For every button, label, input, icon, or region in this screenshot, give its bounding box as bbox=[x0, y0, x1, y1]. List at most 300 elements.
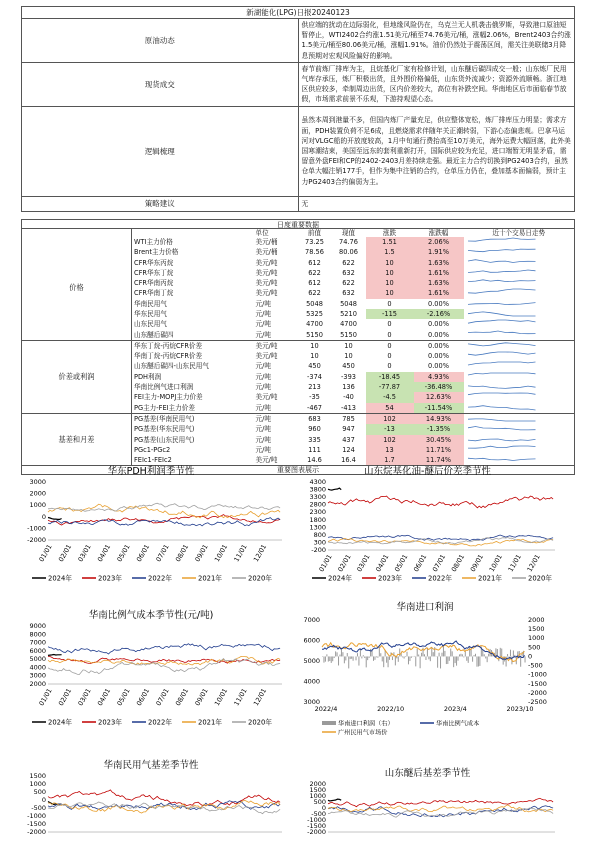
sparkline bbox=[464, 361, 575, 371]
y-tick-label-right: 500 bbox=[528, 643, 541, 652]
indicator-pct: 0.00% bbox=[428, 320, 449, 329]
indicator-row bbox=[22, 237, 575, 247]
x-tick-label: 04/01 bbox=[95, 687, 113, 708]
y-tick-label: 3000 bbox=[29, 671, 46, 680]
indicator-pct: 1.91% bbox=[414, 247, 464, 257]
profit-bar bbox=[404, 656, 405, 658]
header-unit: 单位 bbox=[255, 228, 269, 237]
sparkline-line bbox=[468, 289, 536, 293]
indicator-group-label: 基差和月差 bbox=[22, 413, 132, 465]
indicator-cur: 5150 bbox=[332, 330, 366, 341]
indicator-unit: 美元/吨 bbox=[254, 455, 298, 466]
sparkline bbox=[464, 340, 575, 351]
profit-bar bbox=[389, 656, 390, 659]
indicator-prev: 111 bbox=[308, 445, 321, 454]
sparkline bbox=[464, 372, 575, 382]
indicator-pct: 30.45% bbox=[414, 435, 464, 445]
indicator-prev: 612 bbox=[308, 258, 321, 267]
profit-bar bbox=[323, 656, 324, 662]
indicator-cur: 5210 bbox=[340, 310, 357, 318]
y-tick-label-right: -500 bbox=[528, 661, 543, 670]
indicator-unit: 元/吨 bbox=[254, 403, 298, 414]
chart-title: 山东烷基化油-醚后价差季节性 bbox=[364, 466, 491, 477]
indicator-unit: 美元/吨 bbox=[255, 341, 278, 350]
x-tick-label: 06/01 bbox=[412, 553, 429, 574]
y-tick-label: -1000 bbox=[307, 816, 326, 824]
y-tick-label: 500 bbox=[313, 798, 326, 806]
profit-bar bbox=[334, 656, 335, 658]
indicator-name: PG基差(山东民用气) bbox=[134, 435, 195, 444]
x-tick-label: 04/01 bbox=[95, 543, 113, 564]
legend-label: 2020年 bbox=[248, 574, 273, 583]
indicator-pct: 12.63% bbox=[414, 392, 464, 402]
legend-label: 2023年 bbox=[378, 574, 403, 583]
series-line-2021年 bbox=[48, 656, 280, 665]
y-tick-label: -500 bbox=[31, 804, 46, 812]
series-line-2021年 bbox=[328, 805, 553, 812]
y-tick-label-left: 7000 bbox=[303, 616, 320, 624]
indicator-chg: 10 bbox=[366, 268, 414, 278]
chart-title: 华南比例气成本季节性(元/吨) bbox=[88, 610, 214, 621]
x-tick-label: 11/01 bbox=[232, 687, 249, 708]
profit-bar bbox=[353, 656, 354, 660]
indicator-pct: 2.06% bbox=[414, 237, 464, 247]
sparkline-line bbox=[468, 238, 536, 241]
indicator-name: 山东民用气 bbox=[134, 320, 167, 329]
x-tick-label: 10/01 bbox=[212, 687, 230, 708]
x-tick-label: 2022/10 bbox=[377, 705, 405, 713]
indicator-unit: 美元/吨 bbox=[255, 268, 278, 277]
x-tick-label: 08/01 bbox=[173, 687, 191, 708]
y-tick-label: -2000 bbox=[307, 828, 326, 836]
x-tick-label: 11/01 bbox=[232, 543, 249, 564]
commentary-table bbox=[21, 6, 575, 212]
profit-bar bbox=[367, 656, 368, 660]
indicator-prev: 78.56 bbox=[305, 248, 324, 257]
section-label-strategy: 策略建议 bbox=[22, 196, 299, 211]
x-tick-label: 2023/10 bbox=[506, 705, 534, 713]
indicator-name: CFR华南丁烷 bbox=[134, 289, 174, 298]
indicator-pct: 1.63% bbox=[414, 278, 464, 288]
y-tick-label-left: 5000 bbox=[303, 657, 320, 665]
indicator-unit: 美元/桶 bbox=[255, 248, 278, 257]
profit-bar bbox=[382, 656, 383, 661]
indicator-pct: 1.63% bbox=[414, 258, 464, 268]
indicator-chg: 54 bbox=[366, 403, 414, 414]
indicator-name: PDH利润 bbox=[134, 372, 162, 381]
indicator-cur: 622 bbox=[342, 279, 355, 288]
profit-bar bbox=[332, 656, 333, 661]
chart-5 bbox=[307, 767, 555, 836]
profit-bar bbox=[386, 656, 387, 662]
profit-bar bbox=[485, 656, 486, 658]
sparkline-line bbox=[468, 419, 536, 421]
y-tick-label: 2300 bbox=[309, 508, 326, 517]
series-line-2022年 bbox=[48, 644, 280, 654]
indicator-chg: 0 bbox=[387, 362, 392, 371]
y-tick-label: -200 bbox=[311, 546, 326, 554]
sparkline bbox=[464, 319, 575, 329]
profit-bar bbox=[379, 647, 380, 656]
profit-bar bbox=[474, 655, 475, 656]
sparkline-line bbox=[468, 331, 536, 334]
y-tick-label: 3000 bbox=[29, 478, 46, 486]
y-tick-label-right: 1500 bbox=[528, 625, 545, 634]
legend-label: 2021年 bbox=[478, 574, 503, 583]
legend-swatch bbox=[322, 721, 336, 725]
profit-bar bbox=[411, 656, 412, 657]
indicator-cur: 16.4 bbox=[332, 455, 366, 466]
profit-bar bbox=[452, 651, 453, 656]
profit-bar bbox=[482, 650, 483, 656]
profit-bar bbox=[409, 656, 410, 661]
indicator-pct: 11.71% bbox=[414, 445, 464, 455]
profit-bar bbox=[520, 656, 521, 666]
profit-bar bbox=[374, 656, 375, 659]
sparkline-line bbox=[468, 373, 536, 375]
legend-label: 2024年 bbox=[48, 574, 73, 583]
indicator-chg: 1.7 bbox=[366, 455, 414, 466]
y-tick-label: 1300 bbox=[309, 523, 326, 532]
profit-bar bbox=[444, 651, 445, 657]
indicator-name: FEI主力-MOPJ主力价差 bbox=[134, 393, 203, 402]
sparkline bbox=[464, 403, 575, 414]
profit-bar bbox=[468, 656, 469, 662]
indicator-cur: 74.76 bbox=[339, 237, 358, 246]
indicator-prev: 213 bbox=[308, 383, 321, 392]
y-tick-label: 7000 bbox=[29, 638, 46, 647]
indicator-chg: -18.45 bbox=[366, 372, 414, 382]
profit-bar bbox=[351, 656, 352, 658]
chart-4 bbox=[27, 759, 282, 836]
profit-bar bbox=[392, 656, 393, 660]
profit-bar bbox=[364, 656, 365, 658]
indicator-pct: 14.93% bbox=[414, 413, 464, 424]
sparkline bbox=[464, 288, 575, 298]
x-tick-label: 05/01 bbox=[115, 543, 132, 564]
section-text-strategy: 无 bbox=[298, 196, 575, 211]
profit-bar bbox=[415, 656, 416, 666]
legend-label: 2024年 bbox=[328, 574, 353, 583]
y-tick-label: 1500 bbox=[29, 772, 46, 780]
profit-bar bbox=[437, 656, 438, 667]
section-label-crude: 原油动态 bbox=[22, 19, 299, 63]
series-line-2022年 bbox=[48, 801, 280, 810]
profit-bar bbox=[449, 656, 450, 660]
chart-title: 华南进口利润 bbox=[396, 602, 454, 613]
x-tick-label: 07/01 bbox=[154, 543, 171, 564]
section-text-crude: 供应端的扰动在边际弱化，但地缘风险仍在，乌克兰无人机袭击俄罗斯，导致港口原油短暂停止，WTI2402合约涨1.51美元/桶至74.76美元/桶，涨幅2.06%，Brent2403合约涨1.5美元/桶至80.06美元/桶，涨幅1.91%。油价仍然处于震荡区间，需关注美联储3月降息预期对宏观风险偏好的影响。 bbox=[298, 19, 575, 63]
y-tick-label: 1000 bbox=[309, 792, 326, 800]
y-tick-label: 2000 bbox=[309, 780, 326, 788]
indicator-name: PG基差(华东民用气) bbox=[134, 425, 195, 434]
profit-bar bbox=[358, 656, 359, 665]
profit-bar bbox=[417, 649, 418, 657]
indicator-cur: -393 bbox=[341, 372, 356, 381]
x-tick-label: 06/01 bbox=[134, 543, 152, 564]
profit-bar bbox=[407, 652, 408, 657]
sparkline-line bbox=[468, 393, 536, 395]
legend-label: 2023年 bbox=[98, 718, 123, 727]
y-tick-label: 2800 bbox=[309, 500, 326, 509]
profit-bar bbox=[469, 647, 470, 657]
legend-label: 2020年 bbox=[528, 574, 553, 583]
profit-bar bbox=[425, 656, 426, 660]
sparkline-line bbox=[468, 362, 536, 365]
x-tick-label: 07/01 bbox=[154, 687, 171, 708]
indicator-prev: 450 bbox=[308, 362, 321, 371]
profit-bar bbox=[328, 656, 329, 661]
legend-label: 2022年 bbox=[148, 718, 173, 727]
chart-title: 华南民用气基差季节性 bbox=[103, 760, 199, 771]
profit-bar bbox=[329, 656, 330, 661]
indicator-name: 华南民用气 bbox=[134, 299, 167, 308]
y-tick-label: 6000 bbox=[29, 646, 46, 655]
profit-bar bbox=[344, 656, 345, 663]
x-tick-label: 06/01 bbox=[134, 687, 152, 708]
profit-bar bbox=[430, 656, 431, 661]
indicator-pct: 0.00% bbox=[428, 362, 449, 371]
indicator-row bbox=[22, 340, 575, 351]
header-chg: 涨跌 bbox=[382, 228, 397, 237]
section-text-spot: 春节前炼厂排库为主，且烷基化厂家有检修计划，山东醚后碳四成交一般；山东炼厂民用气库存承压，炼厂积极出货，且外围价格偏低，山东货外流减少；资源外流顺畅。浙江地区供应较多，牵制周边出货，区内价差较大，高位有补跌空间。华南地区后市面临春节放假，市场需求前景不乐观，下游持观望心态。 bbox=[298, 62, 575, 106]
sparkline-line bbox=[468, 280, 536, 282]
profit-bar bbox=[363, 655, 364, 656]
y-tick-label-right: -1500 bbox=[528, 679, 547, 688]
profit-bar bbox=[325, 656, 326, 661]
y-tick-label: -2000 bbox=[27, 536, 46, 544]
profit-bar bbox=[507, 654, 508, 656]
x-tick-label: 09/01 bbox=[193, 687, 210, 708]
indicator-chg: 1.51 bbox=[366, 237, 414, 247]
y-tick-label: 4000 bbox=[29, 663, 46, 672]
sparkline-line bbox=[468, 320, 536, 323]
profit-bar bbox=[408, 656, 409, 664]
indicator-prev: 335 bbox=[308, 435, 321, 444]
indicator-cur: 124 bbox=[342, 445, 355, 454]
sparkline bbox=[464, 330, 575, 341]
indicator-chg: 10 bbox=[366, 278, 414, 288]
sparkline-line bbox=[468, 352, 536, 355]
indicator-chg: 0 bbox=[387, 352, 392, 361]
x-tick-label: 04/01 bbox=[374, 553, 391, 574]
sparkline bbox=[464, 309, 575, 319]
profit-bar bbox=[398, 656, 399, 661]
profit-bar bbox=[456, 656, 457, 665]
sparkline-line bbox=[468, 302, 536, 304]
header-pct: 涨跌幅 bbox=[428, 228, 449, 237]
indicator-unit: 美元/吨 bbox=[255, 393, 278, 402]
x-tick-label: 11/01 bbox=[506, 553, 523, 574]
sparkline bbox=[464, 299, 575, 309]
series-line-2024年 bbox=[48, 518, 62, 520]
indicator-cur: 10 bbox=[344, 341, 353, 350]
x-tick-label: 08/01 bbox=[449, 553, 467, 574]
profit-bar bbox=[495, 648, 496, 656]
profit-bar bbox=[418, 655, 419, 657]
sparkline-line bbox=[468, 427, 536, 430]
profit-bar bbox=[501, 649, 502, 657]
y-tick-label: -2000 bbox=[27, 828, 46, 836]
profit-bar bbox=[350, 656, 351, 659]
sparkline bbox=[464, 392, 575, 402]
indicator-chg: 10 bbox=[366, 288, 414, 298]
y-tick-label: 500 bbox=[33, 788, 46, 796]
y-tick-label-right: 1000 bbox=[528, 634, 545, 643]
indicator-prev: 73.25 bbox=[305, 237, 324, 246]
x-tick-label: 03/01 bbox=[76, 687, 93, 708]
report-title: 新湖能化(LPG)日报20240123 bbox=[22, 7, 575, 19]
profit-bar bbox=[487, 656, 488, 662]
indicator-header-row bbox=[22, 229, 575, 237]
indicator-cur: 450 bbox=[342, 362, 355, 371]
profit-bar bbox=[348, 656, 349, 668]
indicator-prev: -467 bbox=[298, 403, 332, 414]
y-tick-label: 0 bbox=[41, 512, 46, 521]
profit-bar bbox=[478, 656, 479, 666]
indicator-prev: 4700 bbox=[306, 320, 323, 329]
profit-bar bbox=[466, 656, 467, 660]
sparkline-line bbox=[468, 446, 536, 448]
chart-1 bbox=[309, 465, 555, 583]
indicator-prev: 10 bbox=[310, 341, 319, 350]
profit-bar bbox=[447, 656, 448, 664]
daily-data-title: 日度重要数据 bbox=[21, 219, 575, 229]
legend-label: 广州民用气市场价 bbox=[338, 729, 388, 737]
sparkline-line bbox=[468, 312, 536, 316]
profit-bar bbox=[479, 656, 480, 665]
y-tick-label-left: 4000 bbox=[303, 677, 320, 686]
indicator-pct: 1.61% bbox=[414, 268, 464, 278]
indicator-unit: 美元/桶 bbox=[255, 237, 278, 246]
sparkline bbox=[464, 351, 575, 361]
legend-label: 2024年 bbox=[48, 718, 73, 727]
legend-label: 2021年 bbox=[198, 574, 223, 583]
x-tick-label: 02/01 bbox=[336, 553, 353, 574]
indicator-name: 华东民用气 bbox=[134, 310, 167, 318]
y-tick-label: 0 bbox=[321, 804, 326, 812]
legend-label: 华南比例气成本 bbox=[436, 720, 480, 728]
y-tick-label-right: -2500 bbox=[528, 698, 547, 706]
indicator-unit: 元/吨 bbox=[255, 425, 271, 434]
x-tick-label: 05/01 bbox=[393, 553, 410, 574]
x-tick-label: 12/01 bbox=[251, 687, 269, 708]
profit-bar bbox=[421, 653, 422, 657]
profit-bar bbox=[462, 654, 463, 656]
indicator-name: 山东醚后碳四-山东民用气 bbox=[134, 362, 209, 371]
indicator-cur: 437 bbox=[342, 435, 355, 444]
profit-bar bbox=[402, 656, 403, 657]
indicator-prev: 10 bbox=[310, 352, 319, 361]
indicator-chg: -13 bbox=[366, 424, 414, 434]
header-trend: 近十个交易日走势 bbox=[492, 228, 546, 237]
sparkline-line bbox=[468, 343, 536, 346]
indicator-pct: -2.16% bbox=[414, 309, 464, 319]
indicator-pct: 4.93% bbox=[414, 372, 464, 382]
chart-title: 华东PDH利润季节性 bbox=[107, 466, 195, 477]
profit-bar bbox=[446, 656, 447, 664]
header-name bbox=[132, 229, 254, 237]
indicator-prev: 14.6 bbox=[298, 455, 332, 466]
indicator-name: PG主力-FEI主力价差 bbox=[132, 403, 254, 414]
x-tick-label: 03/01 bbox=[76, 543, 93, 564]
sparkline bbox=[464, 424, 575, 434]
indicator-chg: -4.5 bbox=[366, 392, 414, 402]
profit-bar bbox=[373, 656, 374, 660]
y-tick-label: 3800 bbox=[309, 485, 326, 494]
indicator-cur: 4700 bbox=[340, 320, 357, 329]
indicator-pct: 0.00% bbox=[428, 299, 449, 308]
y-tick-label-right: 0 bbox=[528, 652, 533, 661]
section-label-logic: 逻辑梳理 bbox=[22, 106, 299, 196]
profit-bar bbox=[472, 656, 473, 661]
profit-bar bbox=[475, 654, 476, 657]
indicator-group-label: 价格 bbox=[22, 237, 132, 340]
indicator-pct: 0.00% bbox=[428, 352, 449, 361]
indicator-unit: 元/吨 bbox=[255, 445, 271, 454]
profit-bar bbox=[427, 648, 428, 656]
profit-bar bbox=[433, 652, 434, 656]
indicator-cur: 947 bbox=[342, 425, 355, 434]
indicator-prev: 683 bbox=[308, 414, 321, 423]
y-tick-label: 800 bbox=[313, 530, 326, 539]
sparkline bbox=[464, 237, 575, 247]
profit-bar bbox=[434, 647, 435, 656]
header-blank bbox=[22, 229, 132, 237]
indicator-unit: 元/吨 bbox=[255, 299, 271, 308]
indicator-cur: 136 bbox=[342, 383, 355, 392]
series-line-2024年 bbox=[328, 488, 341, 490]
y-tick-label: -1000 bbox=[27, 812, 46, 820]
chart-2 bbox=[29, 609, 282, 727]
x-tick-label: 02/01 bbox=[56, 543, 74, 564]
sparkline bbox=[464, 278, 575, 288]
indicator-chg: 1.5 bbox=[366, 247, 414, 257]
header-cur: 现值 bbox=[341, 228, 356, 237]
indicator-pct: 0.00% bbox=[428, 341, 449, 350]
profit-bar bbox=[377, 656, 378, 657]
y-tick-label-right: 2000 bbox=[528, 616, 545, 624]
indicator-cur: 632 bbox=[342, 268, 355, 277]
indicator-chg: 102 bbox=[366, 413, 414, 424]
sparkline bbox=[464, 435, 575, 445]
profit-bar bbox=[441, 653, 442, 657]
profit-bar bbox=[450, 649, 451, 657]
profit-bar bbox=[440, 656, 441, 668]
report bbox=[21, 6, 575, 475]
y-tick-label: -1000 bbox=[27, 524, 46, 533]
sparkline-line bbox=[468, 405, 536, 409]
profit-bar bbox=[525, 656, 526, 662]
indicator-unit: 美元/吨 bbox=[255, 258, 278, 267]
y-tick-label: -500 bbox=[311, 810, 326, 818]
sparkline-line bbox=[468, 386, 536, 389]
y-tick-label: 1000 bbox=[29, 501, 46, 510]
x-tick-label: 01/01 bbox=[37, 543, 54, 564]
sparkline-line bbox=[468, 249, 536, 252]
indicator-prev: 5048 bbox=[306, 299, 323, 308]
indicator-name: CFR华东丁烷 bbox=[134, 268, 174, 277]
x-tick-label: 09/01 bbox=[193, 543, 210, 564]
series-line-2023年 bbox=[48, 515, 280, 525]
profit-bar bbox=[335, 651, 336, 656]
y-tick-label: 4300 bbox=[309, 478, 326, 486]
indicator-cur: -413 bbox=[332, 403, 366, 414]
profit-bar bbox=[345, 656, 346, 660]
y-tick-label: 5000 bbox=[29, 655, 46, 664]
indicator-unit: 元/吨 bbox=[255, 383, 271, 392]
profit-bar bbox=[356, 656, 357, 660]
